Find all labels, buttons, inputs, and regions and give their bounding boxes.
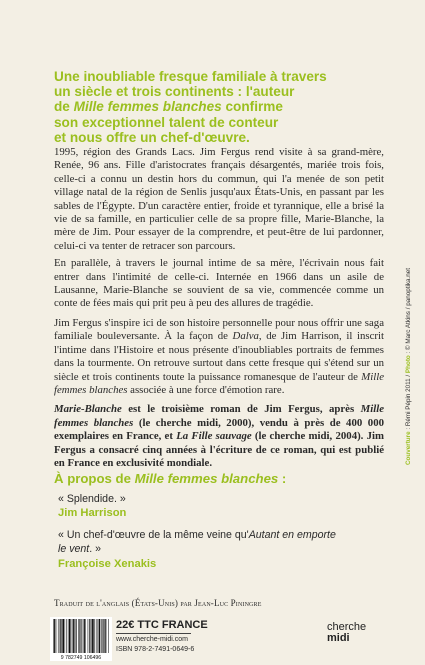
barcode-bar	[92, 619, 94, 653]
barcode-bar	[78, 619, 79, 653]
barcode-bar	[62, 619, 64, 653]
barcode	[50, 617, 112, 661]
price: 22€ TTC FRANCE	[116, 619, 208, 631]
barcode-bar	[103, 619, 104, 653]
tagline-line	[54, 99, 374, 114]
credit-label: Photo	[405, 355, 412, 374]
barcode-number: 9 782749 106496	[60, 655, 102, 661]
translator-lead: Traduit de l'anglais (États-Unis) par	[54, 598, 195, 608]
credit-text: : Rémi Pépin 2011 /	[405, 373, 412, 432]
barcode-bar	[88, 619, 89, 653]
barcode-bar	[105, 619, 106, 653]
quote-book-title: Autant en emporte	[248, 529, 336, 541]
book-title: La Fille sauvage	[176, 430, 252, 443]
publisher-logo	[327, 622, 366, 644]
about-book-title: Mille femmes blanches	[134, 471, 279, 486]
cover-credit	[405, 268, 412, 465]
tagline-line: un siècle et trois continents : l'auteur	[54, 84, 295, 100]
barcode-bar	[69, 619, 71, 653]
tagline-text: de	[54, 99, 74, 115]
book-title: Mille femmes blanches	[54, 370, 384, 396]
book-title: Mille femmes blanches	[54, 403, 384, 429]
credit-text: : © Marc Atkins / panoptika.net	[405, 267, 412, 356]
publisher-website: www.cherche-midi.com	[116, 636, 188, 643]
bio-text: est le troisième roman de Jim Fergus, après	[121, 403, 361, 416]
tagline-line: son exceptionnel talent de conteur	[54, 114, 279, 130]
quote-text: « Un chef-d'œuvre de la même veine qu'	[58, 529, 249, 541]
barcode-bar	[74, 619, 75, 653]
tagline-line: et nous offre un chef-d'œuvre.	[54, 129, 250, 145]
barcode-bar	[85, 619, 86, 653]
barcode-bar	[104, 619, 105, 653]
blurb-text	[54, 146, 384, 476]
quote-text: . »	[89, 543, 101, 555]
quote-book-title: le vent	[58, 543, 90, 555]
publisher-logo-line2: midi	[327, 632, 350, 644]
barcode-bar	[58, 619, 59, 653]
blurb-text-span: Jim Fergus s'inspire ici de son histoire personnelle pour nous offrir une saga familiale bouleversante. À la façon de	[54, 316, 384, 343]
barcode-bar	[108, 619, 109, 653]
tagline-book-title: Mille femmes blanches	[73, 99, 222, 115]
barcode-bar	[56, 619, 57, 653]
divider	[116, 633, 191, 634]
barcode-bar	[65, 619, 66, 653]
barcode-bar	[89, 619, 90, 653]
blurb-paragraph-3	[54, 317, 384, 397]
blurb-text-span: , de Jim Harrison, il inscrit l'intime dans l'Histoire et nous présente d'inoubliables portraits de femmes dans la tourmente. On retrouve surtout dans cette fresque qui s'étend sur un siècle et trois continents toute la puissance romanesque de l'auteur de	[54, 330, 384, 383]
blurb-text-span: associée à une force d'émotion rare.	[127, 383, 285, 396]
review-quote-1: « Splendide. »	[58, 493, 126, 505]
about-heading-text: À propos de	[54, 471, 135, 486]
review-author-2: Françoise Xenakis	[58, 558, 157, 570]
bio-text: (le cherche midi, 2004). Jim Fergus a consacré cinq années à l'écriture de ce roman, qui est publié en France en exclusivité mondiale.	[54, 430, 385, 469]
barcode-bar	[72, 619, 73, 653]
barcode-bar	[73, 619, 74, 653]
barcode-bar	[79, 619, 80, 653]
review-author-1: Jim Harrison	[58, 507, 127, 519]
barcode-bar	[84, 619, 85, 653]
barcode-bar	[53, 619, 54, 653]
barcode-bar	[81, 619, 82, 653]
barcode-bar	[98, 619, 99, 653]
translator-credit	[54, 598, 262, 608]
blurb-paragraph-2: En parallèle, à travers le journal intime de sa mère, l'écrivain nous fait entrer dans l'intimité de celle-ci. Internée en 1966 dans un asile de Lausanne, Marie-Blanche se souvient de sa vie, commencée comme un conte de fées mais qui prit peu à peu des allures de tragédie.	[54, 257, 384, 310]
tagline-text: confirme	[221, 99, 283, 115]
isbn: ISBN 978-2-7491-0649-6	[116, 646, 195, 653]
barcode-bar	[83, 619, 84, 653]
review-quote-2	[58, 529, 336, 541]
barcode-bar	[54, 619, 55, 653]
blurb-paragraph-1: 1995, région des Grands Lacs. Jim Fergus rend visite à sa grand-mère, Renée, 96 ans. Fille d'aristocrates français désargentés, mariée trois fois, celle-ci a connu un destin hors du commun, qui l'a menée de son petit village natal de la région de Senlis jusqu'aux États-Unis, en passant par les sables de l'Égypte. D'un caractère entier, froide et tyrannique, elle a brisé la vie de sa famille, en particulier celle de sa propre fille, Marie-Blanche, la mère de Jim. Pour essayer de la comprendre, et peut-être de lui pardonner, celui-ci va tenter de retracer son parcours.	[54, 146, 384, 252]
about-heading-text: :	[278, 471, 287, 486]
barcode-bar	[60, 619, 61, 653]
book-title-dalva: Dalva	[232, 330, 259, 343]
book-title: Marie-Blanche	[54, 403, 122, 416]
tagline	[54, 69, 374, 145]
barcode-bar	[91, 619, 92, 653]
credit-label: Couverture	[405, 431, 412, 465]
barcode-bar	[94, 619, 95, 653]
publisher-logo-line1: cherche	[327, 621, 367, 633]
bio-text: (le cherche midi, 2000), vendu à près de 400 000 exemplaires en France, et	[54, 416, 384, 443]
review-quote-2-line2	[58, 543, 101, 555]
translator-name: Jean-Luc Piningre	[194, 598, 262, 608]
author-bio	[54, 403, 384, 470]
barcode-bar	[66, 619, 67, 653]
barcode-bar	[76, 619, 77, 653]
barcode-bar	[61, 619, 62, 653]
barcode-bar	[96, 619, 97, 653]
about-heading	[54, 471, 286, 486]
barcode-bar	[99, 619, 101, 653]
barcode-bar	[101, 619, 102, 653]
tagline-line: Une inoubliable fresque familiale à travers	[54, 69, 327, 84]
barcode-bar	[68, 619, 69, 653]
